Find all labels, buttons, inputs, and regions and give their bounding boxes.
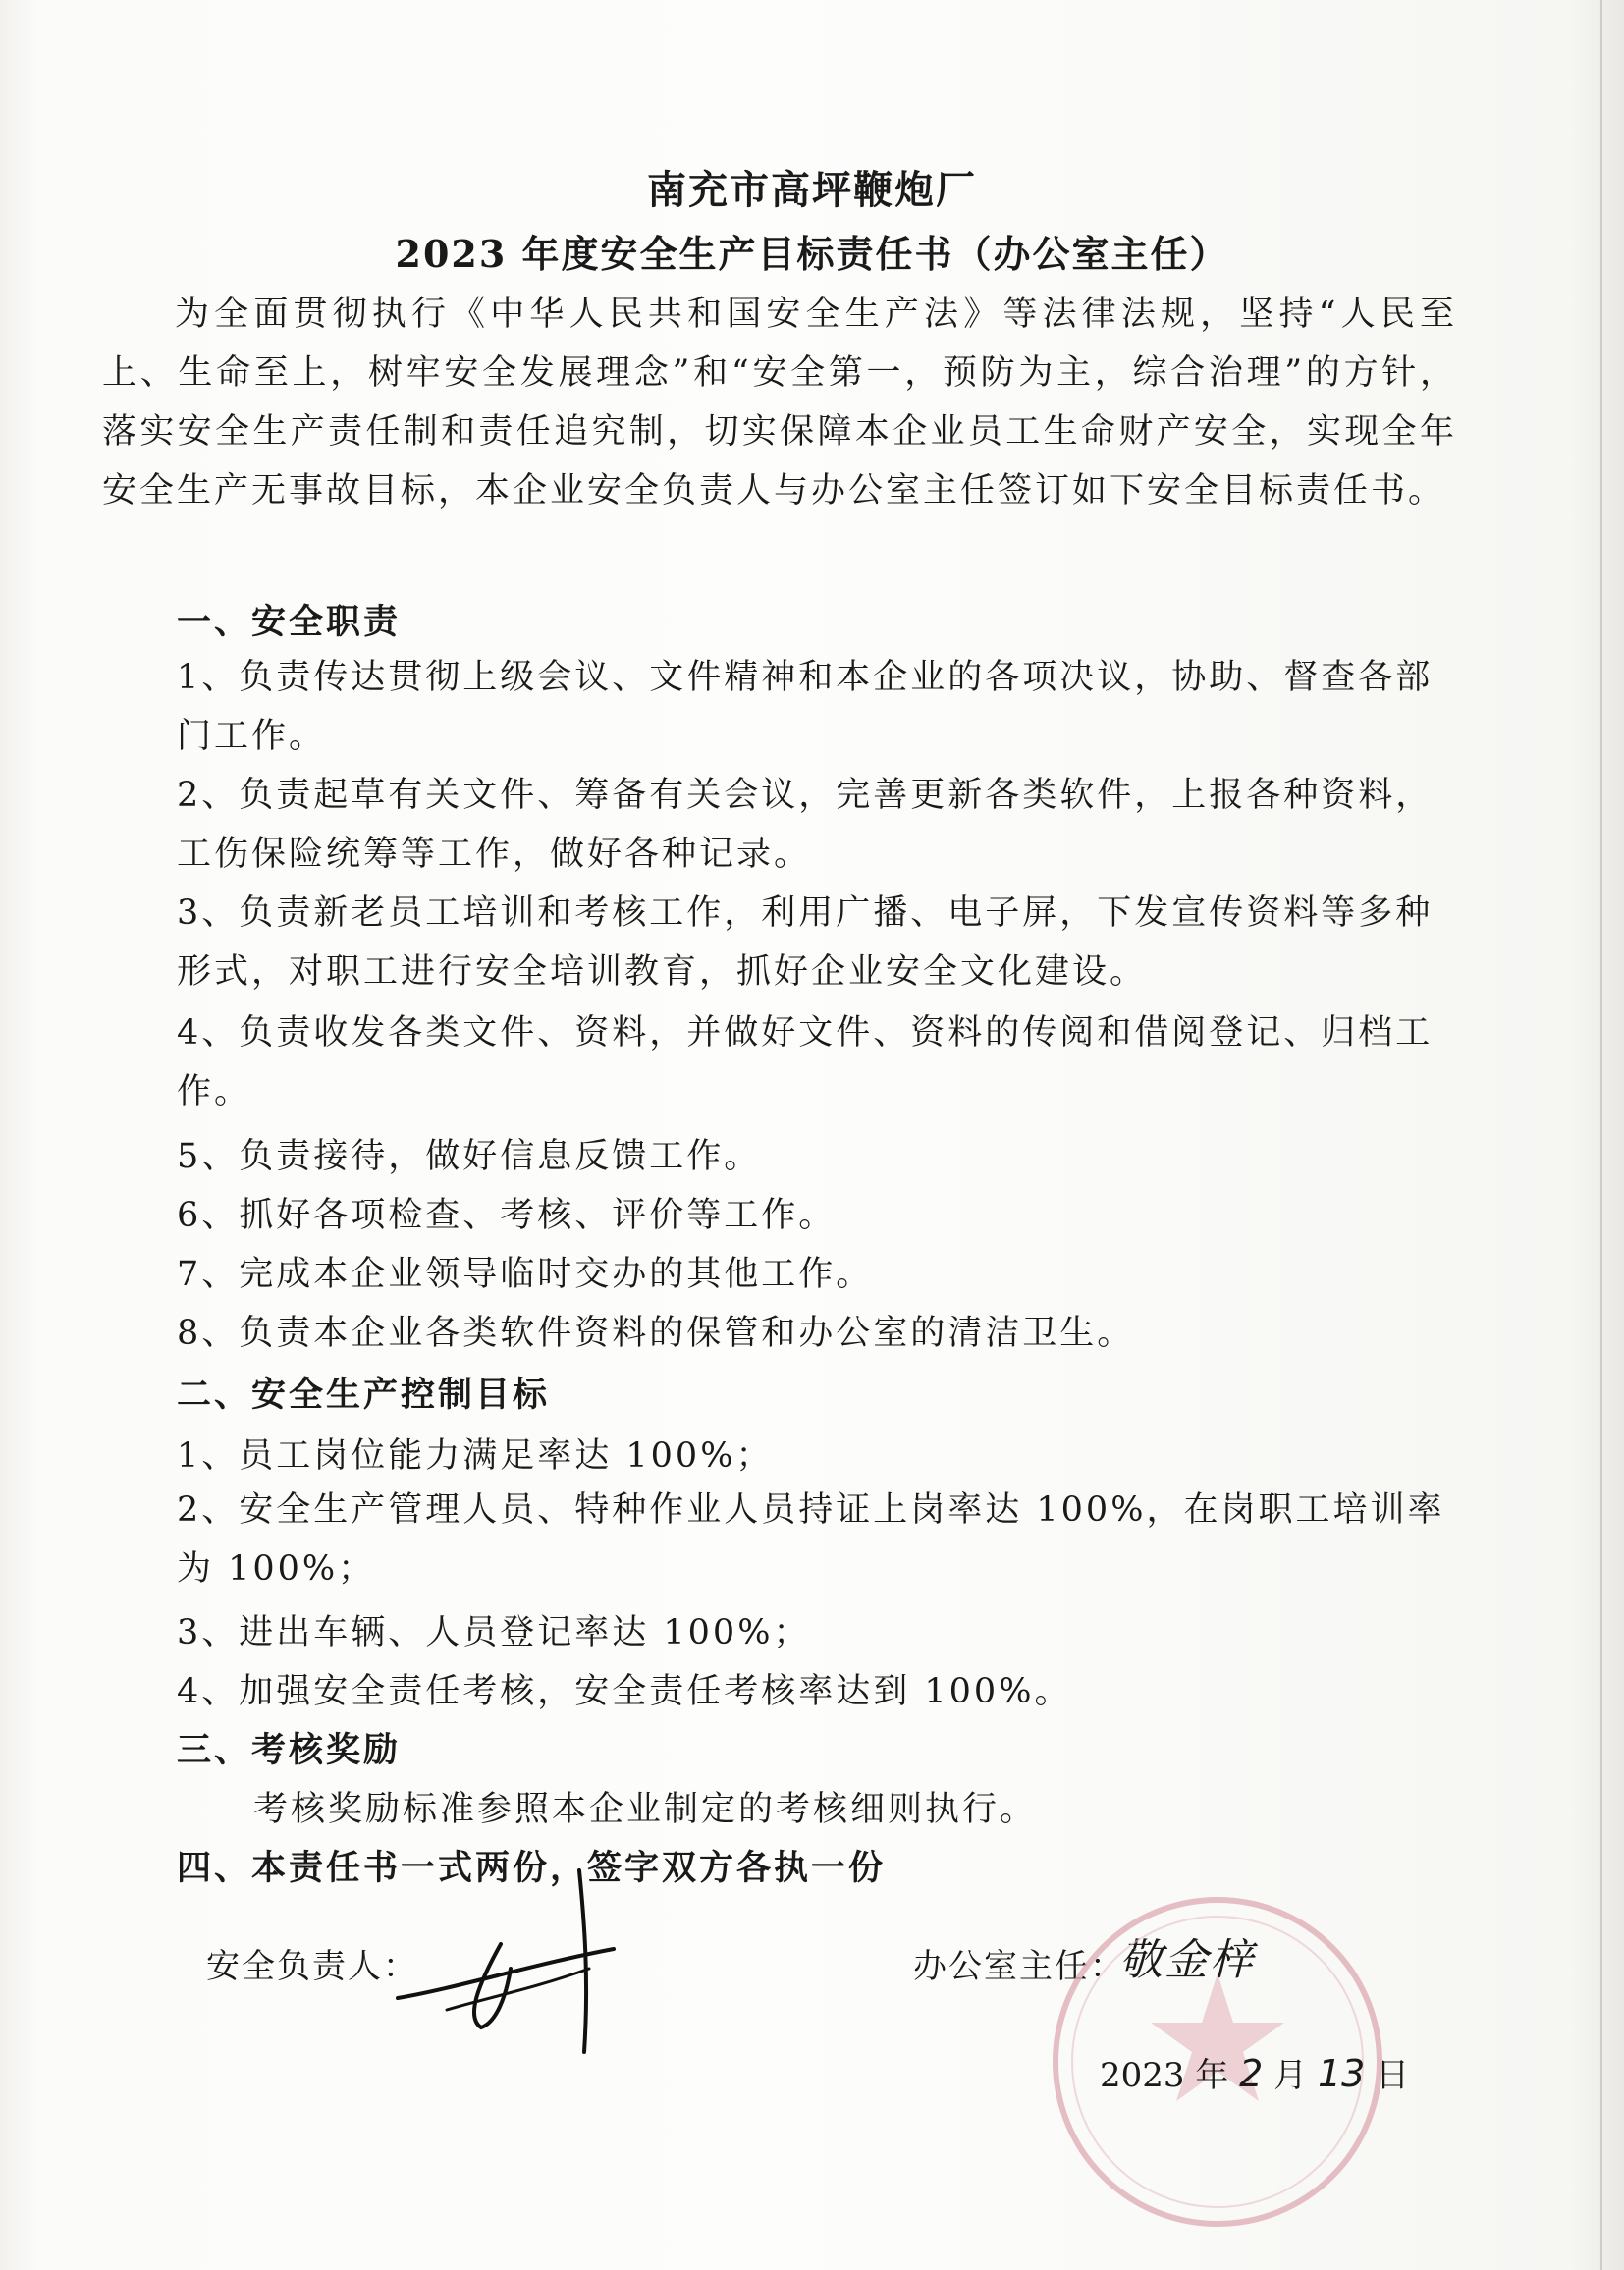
date-year: 2023 (1100, 2056, 1185, 2095)
date-month-unit: 月 (1273, 2056, 1308, 2095)
duty-item-5: 5、负责接待，做好信息反馈工作。 (177, 1137, 762, 1176)
target-item-2: 2、安全生产管理人员、特种作业人员持证上岗率达 100%，在岗职工培训率为 100%； (177, 1490, 1445, 1589)
duty-item-3: 3、负责新老员工培训和考核工作，利用广播、电子屏，下发宣传资料等多种形式，对职工进行安全培训教育，抓好企业安全文化建设。 (177, 893, 1434, 992)
duty-item-4: 4、负责收发各类文件、资料，并做好文件、资料的传阅和借阅登记、归档工作。 (177, 1013, 1434, 1111)
office-director-signature: 敬金梓 (1119, 1935, 1255, 1985)
section3-text: 考核奖励标准参照本企业制定的考核细则执行。 (253, 1790, 1038, 1829)
document-title: 2023 年度安全生产目标责任书（办公室主任） (395, 232, 1229, 276)
date-month: 2 (1239, 2052, 1264, 2095)
target-item-1: 1、员工岗位能力满足率达 100%； (177, 1436, 774, 1476)
duty-item-7: 7、完成本企业领导临时交办的其他工作。 (177, 1255, 874, 1294)
safety-officer-label: 安全负责人： (206, 1947, 418, 1986)
duty-item-6: 6、抓好各项检查、考核、评价等工作。 (177, 1196, 837, 1235)
paper-edge (1600, 0, 1602, 2270)
duty-item-2: 2、负责起草有关文件、筹备有关会议，完善更新各类软件，上报各种资料，工伤保险统筹等工作，做好各种记录。 (177, 776, 1434, 874)
duty-item-8: 8、负责本企业各类软件资料的保管和办公室的清洁卫生。 (177, 1314, 1135, 1353)
duty-item-1: 1、负责传达贯彻上级会议、文件精神和本企业的各项决议，协助、督查各部门工作。 (177, 658, 1434, 756)
safety-officer-signature (388, 1851, 623, 2062)
office-director-label: 办公室主任： (913, 1947, 1125, 1986)
date-day-unit: 日 (1376, 2056, 1410, 2095)
section2-heading: 二、安全生产控制目标 (177, 1375, 551, 1415)
sign-date (1100, 2048, 1409, 2096)
intro-paragraph: 为全面贯彻执行《中华人民共和国安全生产法》等法律法规，坚持“人民至上、生命至上，树牢安全发展理念”和“安全第一，预防为主，综合治理”的方针，落实安全生产责任制和责任追究制，切实保障本企业员工生命财产安全，实现全年安全生产无事故目标，本企业安全负责人与办公室主任签订如下安全目标责任书。 (102, 295, 1457, 511)
target-item-3: 3、进出车辆、人员登记率达 100%； (177, 1613, 811, 1652)
date-year-unit: 年 (1195, 2056, 1229, 2095)
date-day: 13 (1317, 2052, 1366, 2095)
section4-heading: 四、本责任书一式两份，签字双方各执一份 (177, 1848, 887, 1888)
target-item-4: 4、加强安全责任考核，安全责任考核率达到 100%。 (177, 1672, 1072, 1711)
company-name: 南充市高坪鞭炮厂 (647, 167, 977, 213)
section1-heading: 一、安全职责 (177, 602, 402, 642)
section3-heading: 三、考核奖励 (177, 1730, 402, 1770)
